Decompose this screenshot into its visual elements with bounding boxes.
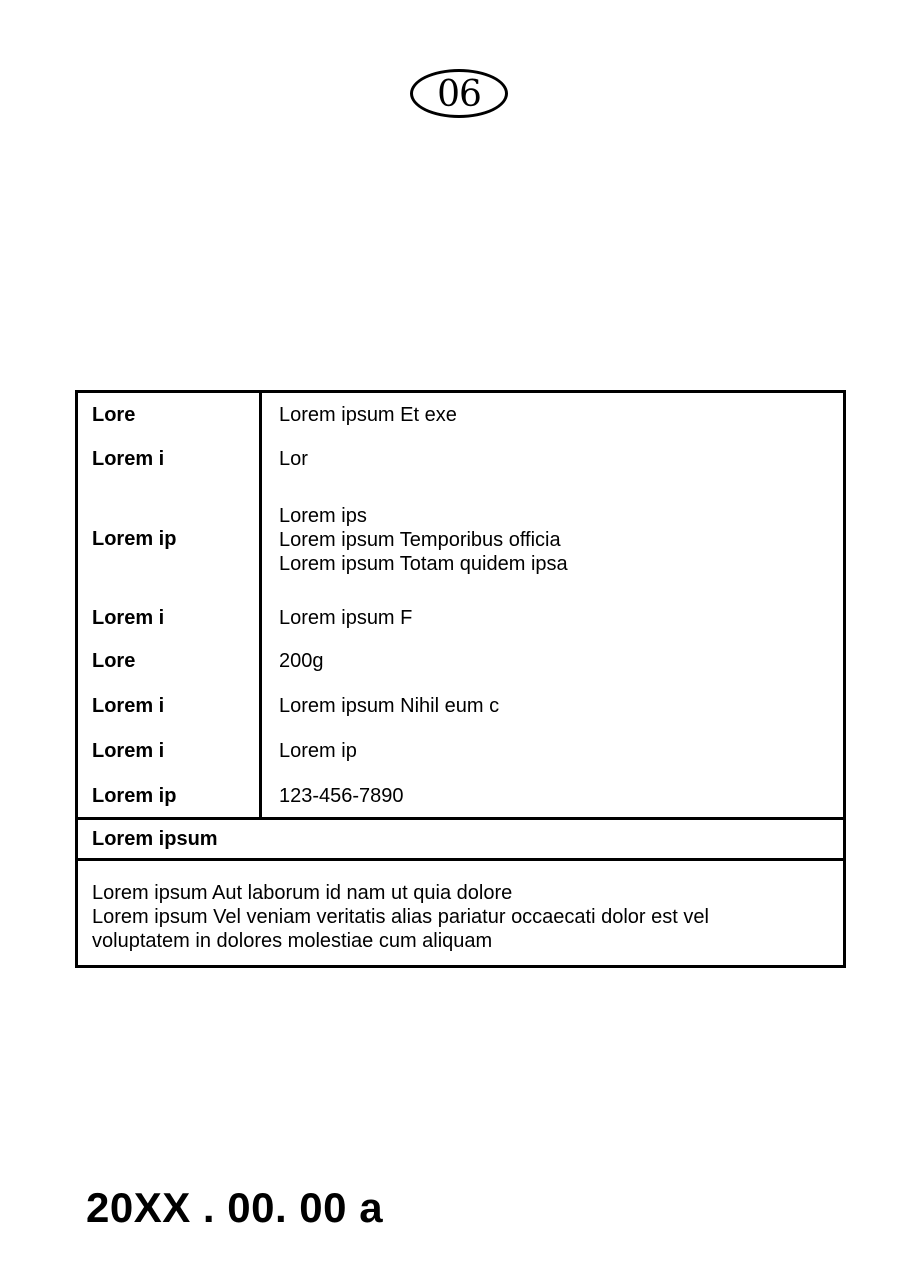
- row-label: Lorem i: [92, 607, 165, 629]
- row-value: Lorem ipsum F: [279, 607, 413, 629]
- row-label: Lorem i: [92, 695, 165, 717]
- page-number: 06: [437, 73, 481, 115]
- row-value: Lor: [279, 448, 308, 470]
- row-value-line: Lorem ips: [279, 505, 367, 527]
- row-label: Lorem i: [92, 448, 165, 470]
- row-value: Lorem ip: [279, 740, 357, 762]
- notes-line: voluptatem in dolores molestiae cum aliquam: [92, 930, 493, 952]
- row-label: Lorem ip: [92, 528, 177, 550]
- notes-text: [92, 881, 822, 953]
- row-value: Lorem ipsum Nihil eum c: [279, 695, 500, 717]
- page-number-badge: [410, 69, 508, 118]
- info-table: [75, 390, 846, 968]
- column-divider: [259, 393, 262, 820]
- row-label: Lorem ip: [92, 785, 177, 807]
- row-value-line: Lorem ipsum Temporibus officia: [279, 529, 561, 551]
- notes-line: Lorem ipsum Aut laborum id nam ut quia dolore: [92, 882, 513, 904]
- row-label: Lore: [92, 404, 136, 426]
- section-heading: Lorem ipsum: [92, 828, 218, 850]
- table-divider: [78, 817, 843, 820]
- row-value: 200g: [279, 650, 324, 672]
- date-stamp: 20XX . 00. 00 a: [86, 1184, 384, 1231]
- row-value: 123-456-7890: [279, 785, 404, 807]
- row-label: Lorem i: [92, 740, 165, 762]
- row-value-line: Lorem ipsum Totam quidem ipsa: [279, 553, 568, 575]
- notes-line: Lorem ipsum Vel veniam veritatis alias pariatur occaecati dolor est vel: [92, 906, 709, 928]
- table-divider: [78, 858, 843, 861]
- row-value: [279, 504, 568, 576]
- row-label: Lore: [92, 650, 136, 672]
- row-value: Lorem ipsum Et exe: [279, 404, 457, 426]
